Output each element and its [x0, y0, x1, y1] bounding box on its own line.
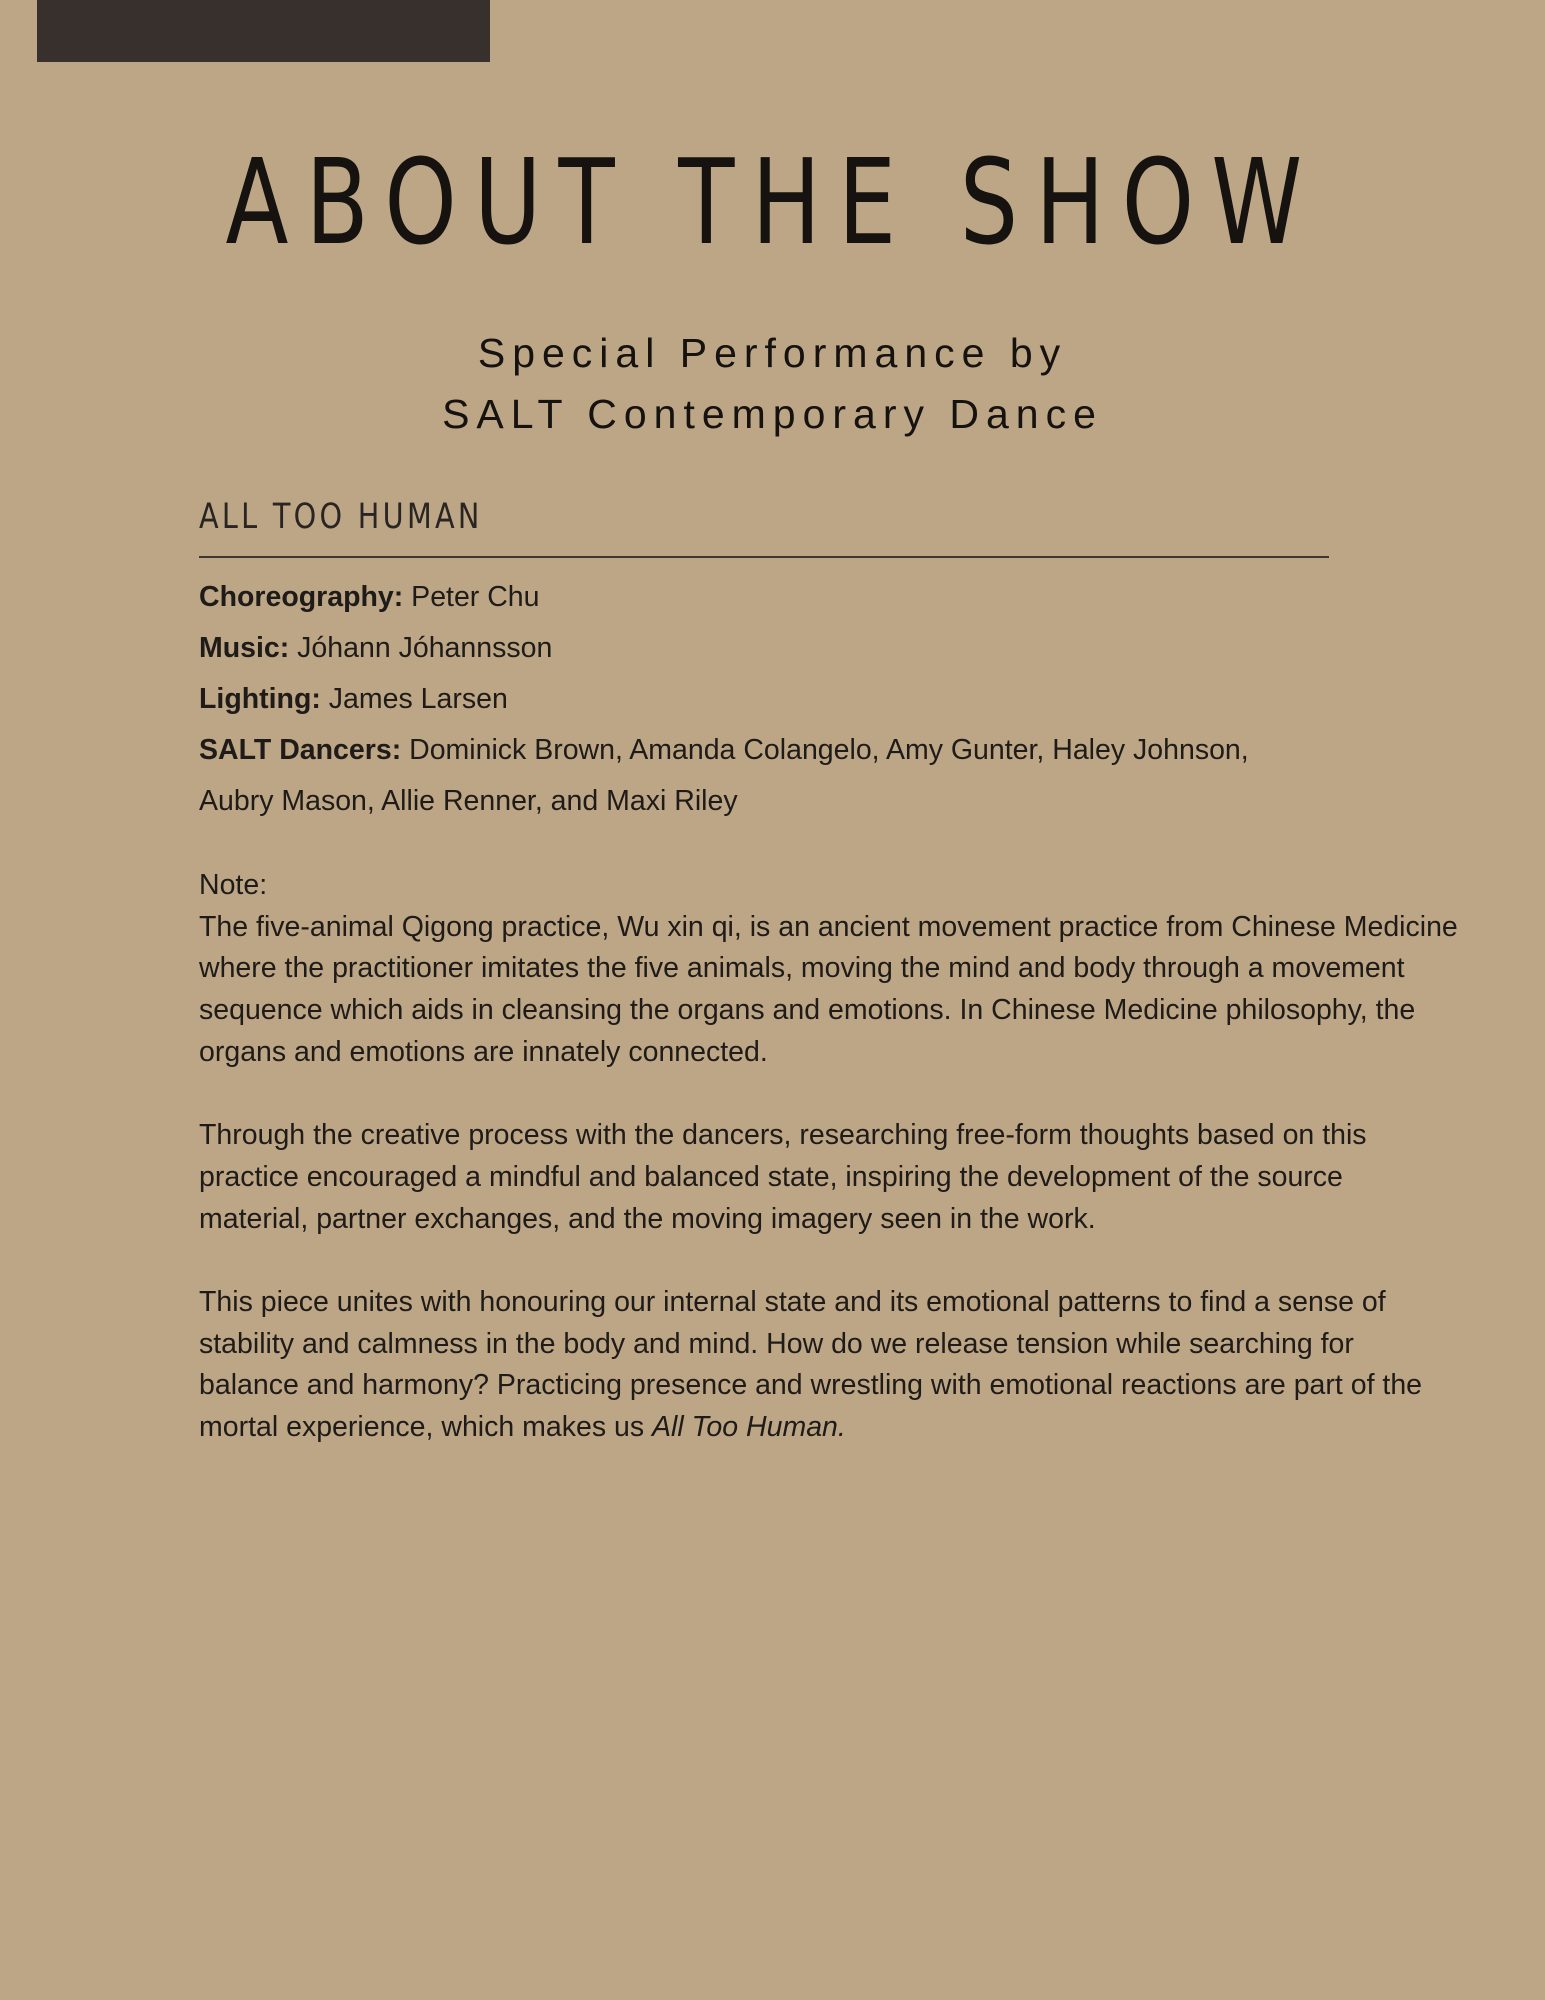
decorative-header-bar: [37, 0, 490, 62]
credit-lighting: [199, 674, 1429, 725]
credit-value: Peter Chu: [403, 581, 540, 613]
subtitle: [0, 323, 1545, 445]
note-label: Note:: [199, 869, 268, 901]
credit-dancers-continued: Aubry Mason, Allie Renner, and Maxi Riley: [199, 785, 738, 817]
credit-value: Jóhann Jóhannsson: [289, 632, 553, 664]
subtitle-line-2: SALT Contemporary Dance: [442, 391, 1103, 437]
credit-choreography: [199, 572, 1429, 623]
credit-label: Choreography:: [199, 581, 404, 613]
credit-label: Music:: [199, 632, 290, 664]
credit-music: [199, 623, 1429, 674]
piece-title: ALL TOO HUMAN: [199, 497, 483, 537]
note-paragraph-1: The five-animal Qigong practice, Wu xin qi, is an ancient movement practice from Chinese Medicine where the practitioner imitates the five animals, moving the mind and body through a movement sequence which aids in cleansing the organs and emotions. In Chinese Medicine philosophy, the organs and emotions are innately connected.: [199, 910, 1458, 1068]
credit-dancers: [199, 725, 1429, 776]
program-note: [199, 865, 1459, 1449]
note-paragraph-3-italic: All Too Human.: [652, 1411, 846, 1444]
credit-value: James Larsen: [320, 683, 508, 715]
note-paragraph-3: [199, 1282, 1459, 1449]
subtitle-line-1: Special Performance by: [477, 330, 1068, 376]
note-paragraph-3-text: This piece unites with honouring our internal state and its emotional patterns to find a sense of stability and calmness in the body and mind. How do we release tension while searching for balance and harmony? Practicing presence and wrestling with emotional reactions are part of the mortal experience, which makes us: [199, 1286, 1423, 1444]
credit-label: Lighting:: [199, 683, 321, 715]
credit-value: Dominick Brown, Amanda Colangelo, Amy Gunter, Haley Johnson,: [401, 734, 1249, 766]
page-title: ABOUT THE SHOW: [225, 133, 1320, 271]
credits-list: [199, 572, 1429, 827]
credit-label: SALT Dancers:: [199, 734, 402, 766]
note-paragraph-2: Through the creative process with the dancers, researching free-form thoughts based on this practice encouraged a mindful and balanced state, inspiring the development of the source material, partner exchanges, and the moving imagery seen in the work.: [199, 1119, 1367, 1235]
section-divider: [199, 556, 1329, 558]
